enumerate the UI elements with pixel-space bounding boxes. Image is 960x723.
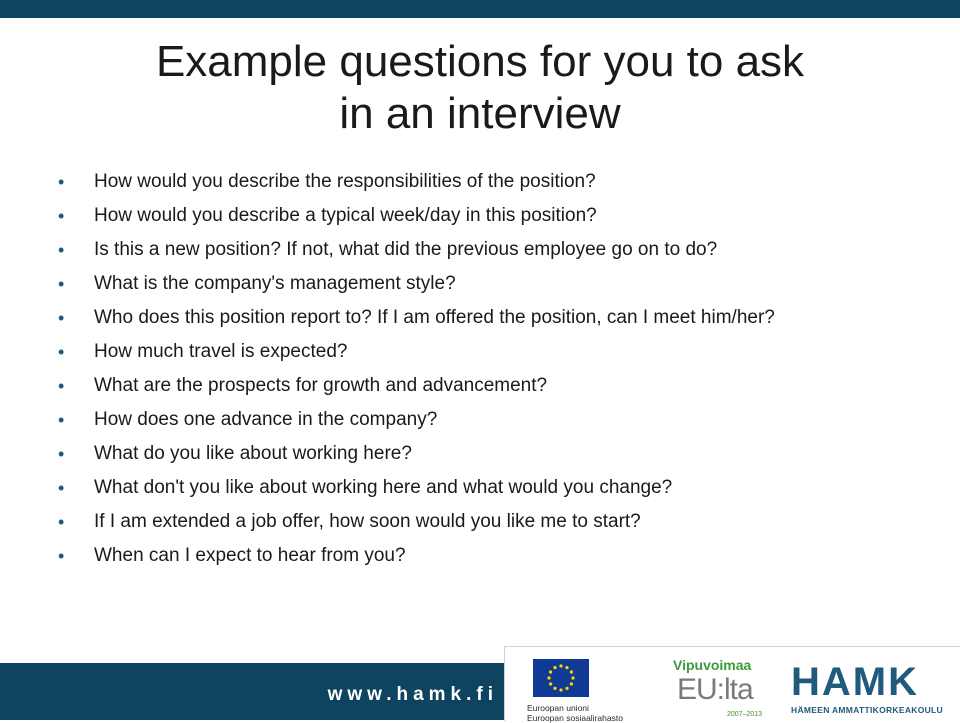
list-item xyxy=(58,340,908,364)
bullet-icon: • xyxy=(58,410,65,430)
bullet-icon: • xyxy=(58,478,65,498)
vipuvoimaa-logo xyxy=(673,657,769,721)
list-item xyxy=(58,544,908,568)
eu-logo-line2: Euroopan sosiaalirahasto xyxy=(527,713,623,723)
eu-logo xyxy=(527,659,647,721)
footer-url-link[interactable]: www.hamk.fi xyxy=(327,684,498,705)
list-item xyxy=(58,306,908,330)
list-item-text: What is the company's management style? xyxy=(94,273,456,294)
list-item-text: What don't you like about working here and what would you change? xyxy=(94,477,673,498)
hamk-subtitle: HÄMEEN AMMATTIKORKEAKOULU xyxy=(791,705,943,715)
list-item-text: If I am extended a job offer, how soon would you like me to start? xyxy=(94,511,641,532)
bullet-icon: • xyxy=(58,512,65,532)
list-item-text: Is this a new position? If not, what did the previous employee go on to do? xyxy=(94,239,718,260)
vipuvoimaa-years: 2007–2013 xyxy=(727,711,763,718)
logo-panel xyxy=(504,646,960,721)
list-item xyxy=(58,510,908,534)
bullet-icon: • xyxy=(58,172,65,192)
vipuvoimaa-title: Vipuvoimaa xyxy=(673,657,752,673)
bullet-icon: • xyxy=(58,308,65,328)
vipuvoimaa-main: EU:lta xyxy=(677,673,753,706)
bullet-icon: • xyxy=(58,546,65,566)
top-bar xyxy=(0,0,960,18)
list-item xyxy=(58,442,908,466)
list-item xyxy=(58,170,908,194)
list-item-text: What are the prospects for growth and advancement? xyxy=(94,375,548,396)
title-line-1: Example questions for you to ask xyxy=(155,37,805,86)
list-item-text: What do you like about working here? xyxy=(94,443,412,464)
list-item-text: How does one advance in the company? xyxy=(94,409,438,430)
list-item-text: When can I expect to hear from you? xyxy=(94,545,406,566)
list-item-text: How would you describe the responsibilities of the position? xyxy=(94,171,596,192)
list-item xyxy=(58,476,908,500)
bullet-icon: • xyxy=(58,240,65,260)
list-item-text: How would you describe a typical week/day in this position? xyxy=(94,205,597,226)
list-item xyxy=(58,204,908,228)
list-item xyxy=(58,272,908,296)
hamk-name: HAMK xyxy=(791,660,919,704)
question-list xyxy=(58,170,908,578)
bullet-icon: • xyxy=(58,274,65,294)
eu-logo-line1: Euroopan unioni xyxy=(527,703,589,713)
bullet-icon: • xyxy=(58,342,65,362)
eu-flag-icon xyxy=(533,659,589,697)
list-item-text: How much travel is expected? xyxy=(94,341,348,362)
title-line-2: in an interview xyxy=(339,89,621,138)
list-item xyxy=(58,238,908,262)
bullet-icon: • xyxy=(58,376,65,396)
list-item xyxy=(58,374,908,398)
hamk-logo xyxy=(791,659,951,719)
list-item xyxy=(58,408,908,432)
list-item-text: Who does this position report to? If I am offered the position, can I meet him/her? xyxy=(94,307,775,328)
slide-title xyxy=(40,36,920,140)
bullet-icon: • xyxy=(58,444,65,464)
bullet-icon: • xyxy=(58,206,65,226)
